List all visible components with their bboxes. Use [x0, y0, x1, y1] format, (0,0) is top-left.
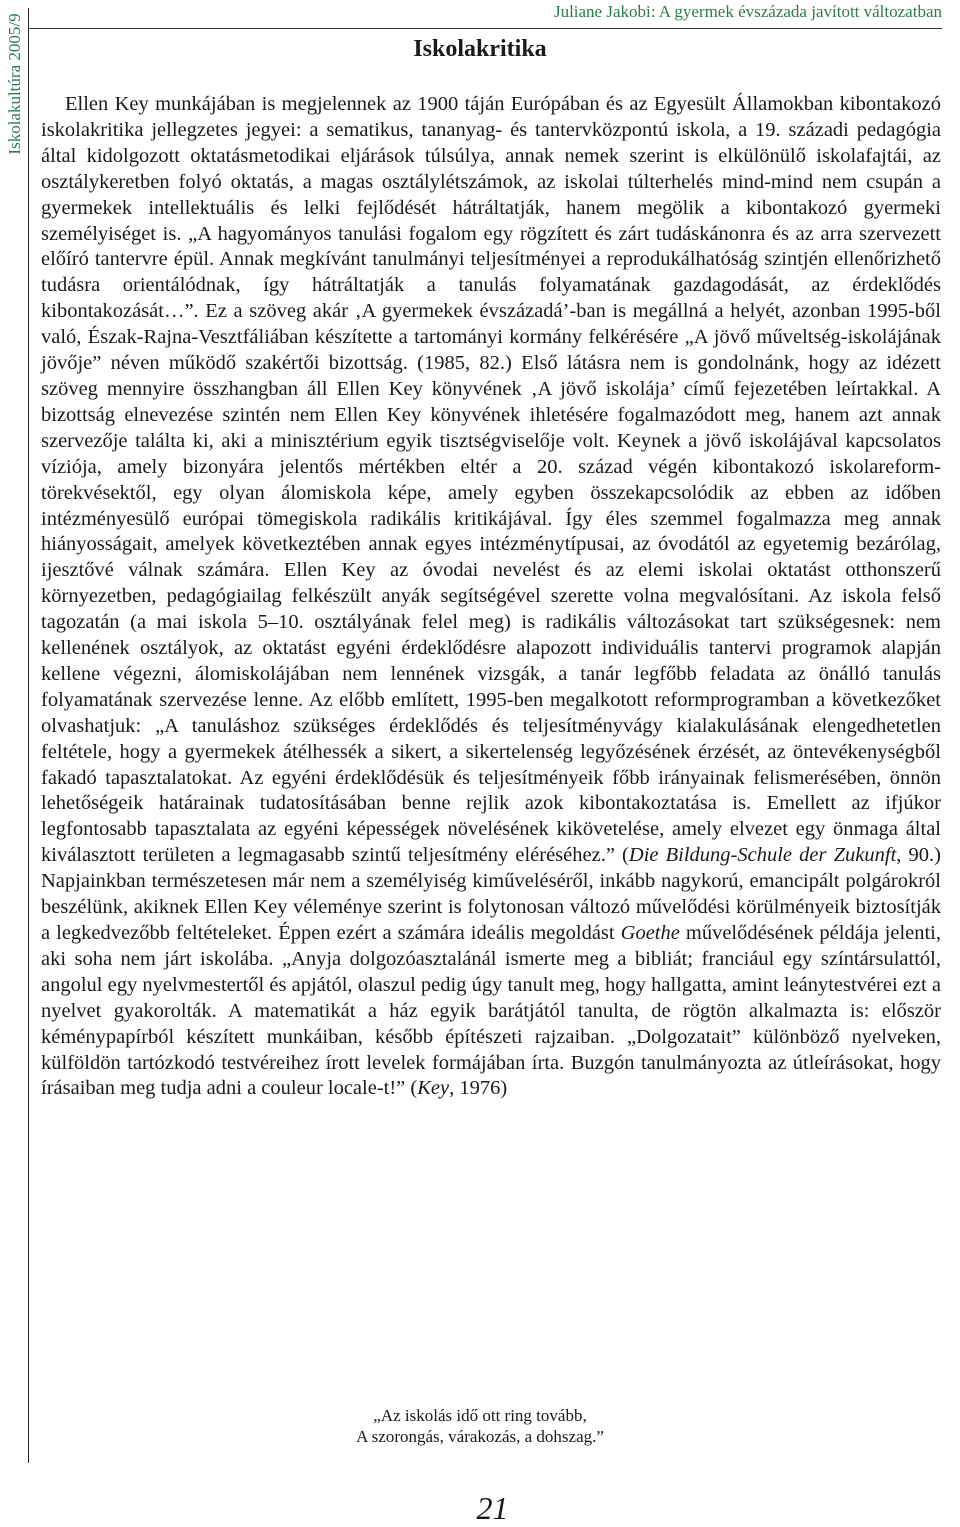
- section-title: Iskolakritika: [413, 36, 547, 62]
- name-goethe: Goethe: [620, 922, 680, 944]
- body-text: [41, 92, 941, 1102]
- running-title: Juliane Jakobi: A gyermek évszázada javított változatban: [553, 2, 942, 21]
- margin-rule: [28, 8, 29, 1463]
- epigraph-line-2: A szorongás, várakozás, a dohszag.”: [356, 1427, 604, 1446]
- paragraph-text-3: művelődésének példája jelenti, aki soha nem járt iskolába. „Anyja dolgozóasztalánál ismerte meg a bibliát; franciául egy színtársulattól, angolul egy nyelvmestertől és apjától, olaszul pedig úgy tanult meg, hogy hallgatta, amint leánytestvérei ezt a nyelvet gyakorolták. A matematikát a ház egyik barátjától tanulta, de rögtön alkalmazta is: először kéménypapírból készített munkáiban, később építészeti rajzaiban. „Dolgozatait” különböző nyelveken, külföldön tartózkodó testvéreihez írott levelek formájában írta. Buzgón tanulmányozta az útleírásokat, hogy írásaiban meg tudja adni a couleur locale-t!” (: [41, 922, 942, 1100]
- body-paragraph: [41, 92, 941, 1102]
- paragraph-text-2: , 90.) Napjainkban természetesen már nem a személyiség kiműveléséről, inkább nagykorú, emancipált polgárokról beszélünk, akiknek Ellen Key véleménye szerint is folytonosan változó művelődési körülményeik biztosítják a legkedvezőbb feltételeket. Éppen ezért a számára ideális megoldást: [41, 844, 942, 944]
- paragraph-text-1: Ellen Key munkájában is megjelennek az 1900 táján Európában és az Egyesült Államokban kibontakozó iskolakritika jellegzetes jegyei: a sematikus, tananyag- és tantervközpontú iskola, a 19. századi pedagógia által kidolgozott oktatásmetodikai eljárások túlsúlya, annak nemek szerint is elkülönülő iskolafajtái, az osztálykeretben folyó oktatás, a magas osztálylétszámok, az iskolai túlterhelés mind-mind nem csupán a gyermekek intellektuális és lelki fejlődését hátráltatják, hanem megölik a kibontakozó gyermeki személyiséget is. „A hagyományos tanulási fogalom egy rögzített és zárt tudáskánonra és az arra szervezett előíró tantervre épül. Annak megkívánt tanulmányi teljesítményei a reprodukálhatóság szintjén ellenőrizhető tudásra orientálódnak, így hátráltatják a tanulás folyamatának gazdagodását, az érdeklődés kibontakozását…”. Ez a szöveg akár ‚A gyermekek évszázadá’-ban is megállná a helyét, azonban 1995-ből való, Észak-Rajna-Vesztfáliában készítette a tartományi kormány felkérésére „A jövő műveltség-iskolájának jövője” néven működő szakértői bizottság. (1985, 82.) Első látásra nem is gondolnánk, hogy az idézett szöveg mennyire összhangban áll Ellen Key könyvének ‚A jövő iskolája’ című fejezetében leírtakkal. A bizottság elnevezése szintén nem Ellen Key könyvének ihletésére fogalmazódott meg, hanem azt annak szervezője találta ki, aki a minisztérium egyik tisztségviselője volt. Keynek a jövő iskolájával kapcsolatos víziója, amely bizonyára jelentős mértékben eltér a 20. század végén kibontakozó iskolareform-törekvésektől, egy olyan álomiskola képe, amely egyben összekapcsolódik az ebben az időben intézményesülő európai tömegiskola radikális kritikájával. Így éles szemmel fogalmazza meg annak hiányosságait, amelyek következtében annak egyes intézménytípusai, az óvodától az egyetemig bezárólag, ijesztővé válnak számára. Ellen Key az óvodai nevelést és az elemi iskolai oktatást otthonszerű környezetben, pedagógiailag felkészült anyák segítségével szerette volna megvalósítani. Az iskola felső tagozatán (a mai iskola 5–10. osztályának felel meg) is radikális változásokat tart szükségesnek: nem kellenének osztályok, az oktatást egyéni érdeklődésre alapozott individuális tantervi programok alapján kellene végezni, álomiskolájában nem lennének vizsgák, a tanár legfőbb feladata az önálló tanulás folyamatának szervezése lenne. Az előbb említett, 1995-ben megalkotott reformprogramban a következőket olvashatjuk: „A tanuláshoz szükséges érdeklődés és teljesítményvágy kialakulásának elengedhetetlen feltétele, hogy a gyermekek átélhessék a sikert, a sikertelenség legyőzésének érzését, az öntevékenységből fakadó tapasztalatokat. Az egyéni érdeklődésük és teljesítményeik főbb irányainak felismerésében, önnön lehetőségeik határainak tudatosításában benne rejlik azok kibontakoztatása is. Emellett az ifjúkor legfontosabb tapasztalata az egyéni képességek növelésének kikövetelése, amely elvezet egy önmaga által kiválasztott területen a legmagasabb szintű teljesítmény eléréséhez.” (: [41, 93, 941, 867]
- citation-author: Key: [417, 1077, 450, 1100]
- journal-side-label-wrap: [4, 14, 26, 154]
- page-number: 21: [476, 1490, 509, 1526]
- epigraph: [0, 1405, 960, 1447]
- citation-title: Die Bildung-Schule der Zukunft: [628, 844, 897, 867]
- journal-side-label: Iskolakultúra 2005/9: [5, 13, 24, 155]
- epigraph-line-1: „Az iskolás idő ott ring tovább,: [373, 1406, 587, 1425]
- paragraph-text-4: , 1976): [449, 1077, 508, 1100]
- header-rule: [28, 28, 942, 29]
